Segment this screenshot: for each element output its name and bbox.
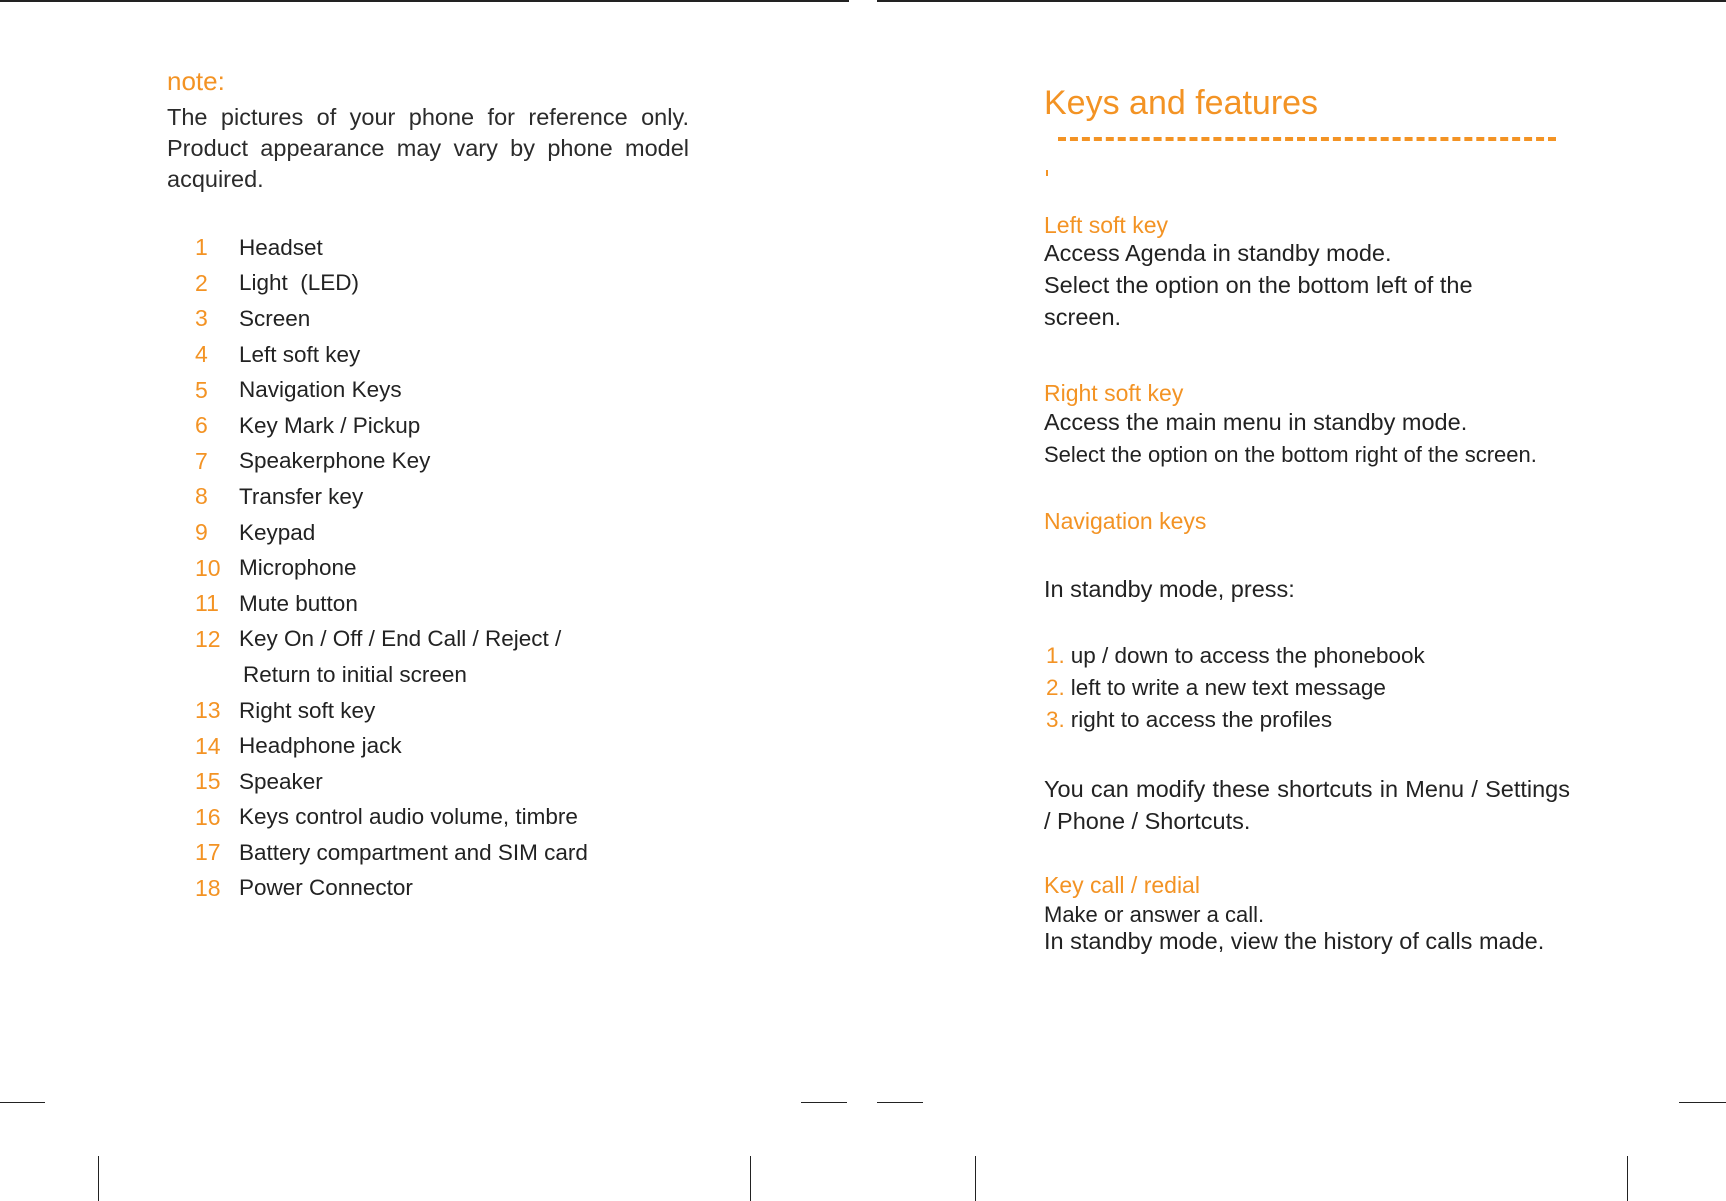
list-item bbox=[195, 230, 715, 266]
item-number: 17 bbox=[195, 839, 221, 866]
list-item bbox=[195, 372, 715, 408]
decorative-tick bbox=[1046, 170, 1048, 176]
left-soft-key-heading: Left soft key bbox=[1044, 212, 1169, 238]
item-number: 9 bbox=[195, 519, 208, 546]
navigation-keys-intro: In standby mode, press: bbox=[1044, 576, 1295, 602]
item-label: Power Connector bbox=[239, 875, 413, 901]
left-soft-key-line2: Select the option on the bottom left of the screen. bbox=[1044, 272, 1473, 330]
crop-mark bbox=[1627, 1156, 1628, 1201]
right-soft-key-heading: Right soft key bbox=[1044, 380, 1184, 406]
list-item bbox=[195, 871, 715, 907]
left-soft-key-line1: Access Agenda in standby mode. bbox=[1044, 240, 1392, 266]
note-body: The pictures of your phone for reference only. Product appearance may vary by phone model acquired. bbox=[167, 104, 689, 192]
item-label: left to write a new text message bbox=[1070, 675, 1386, 700]
key-call-heading: Key call / redial bbox=[1044, 872, 1200, 898]
list-item bbox=[195, 800, 715, 836]
list-item bbox=[195, 550, 715, 586]
item-label: Keypad bbox=[239, 519, 316, 545]
crop-mark bbox=[877, 1102, 923, 1103]
item-label: Right soft key bbox=[239, 697, 376, 723]
item-number: 18 bbox=[195, 874, 221, 901]
list-item bbox=[195, 835, 715, 871]
item-label: Transfer key bbox=[239, 483, 364, 509]
item-label: Screen bbox=[239, 305, 311, 331]
item-number: 1 bbox=[195, 234, 208, 261]
item-number: 14 bbox=[195, 732, 221, 759]
navigation-keys-heading: Navigation keys bbox=[1044, 508, 1207, 534]
item-number: 2 bbox=[195, 269, 208, 296]
list-item bbox=[195, 266, 715, 302]
list-item bbox=[1046, 704, 1425, 736]
item-number: 7 bbox=[195, 447, 208, 474]
item-label: Headset bbox=[239, 234, 323, 260]
item-number: 13 bbox=[195, 697, 221, 724]
item-number: 12 bbox=[195, 625, 221, 652]
crop-mark bbox=[1679, 1102, 1726, 1103]
right-soft-key-line2: Select the option on the bottom right of the screen. bbox=[1044, 442, 1537, 467]
item-label: Speaker bbox=[239, 768, 323, 794]
note-label: note: bbox=[167, 66, 225, 96]
item-number: 4 bbox=[195, 341, 208, 368]
crop-mark bbox=[0, 1102, 45, 1103]
list-item bbox=[195, 408, 715, 444]
list-item bbox=[1046, 672, 1425, 704]
item-number: 5 bbox=[195, 376, 208, 403]
list-item-continuation bbox=[195, 657, 715, 693]
item-number: 8 bbox=[195, 483, 208, 510]
list-item bbox=[195, 693, 715, 729]
top-rule-left bbox=[0, 0, 849, 2]
item-label: Return to initial screen bbox=[243, 661, 467, 687]
item-label: Battery compartment and SIM card bbox=[239, 839, 588, 865]
item-label: Left soft key bbox=[239, 341, 361, 367]
page-title: Keys and features bbox=[1044, 84, 1319, 122]
crop-mark bbox=[801, 1102, 847, 1103]
parts-list bbox=[195, 230, 715, 906]
top-rule-right bbox=[877, 0, 1726, 2]
title-dashed-rule bbox=[1058, 137, 1556, 141]
item-label: Speakerphone Key bbox=[239, 448, 431, 474]
list-item bbox=[195, 622, 715, 658]
list-item bbox=[195, 301, 715, 337]
list-item bbox=[195, 515, 715, 551]
list-item bbox=[195, 444, 715, 480]
item-label: Mute button bbox=[239, 590, 358, 616]
list-item bbox=[195, 586, 715, 622]
item-label: right to access the profiles bbox=[1070, 707, 1333, 732]
list-item bbox=[195, 764, 715, 800]
crop-mark bbox=[750, 1156, 751, 1201]
right-soft-key-line1: Access the main menu in standby mode. bbox=[1044, 409, 1468, 435]
item-number: 3 bbox=[195, 305, 208, 332]
item-label: Keys control audio volume, timbre bbox=[239, 804, 578, 830]
crop-mark bbox=[98, 1156, 99, 1201]
item-number: 3. bbox=[1046, 707, 1065, 732]
item-number: 11 bbox=[195, 590, 219, 617]
item-label: Microphone bbox=[239, 555, 357, 581]
list-item bbox=[195, 337, 715, 373]
item-number: 10 bbox=[195, 554, 221, 581]
shortcuts-note: You can modify these shortcuts in Menu / Settings / Phone / Shortcuts. bbox=[1044, 776, 1570, 834]
item-label: Light (LED) bbox=[239, 270, 360, 296]
list-item bbox=[195, 479, 715, 515]
navigation-shortcuts-list bbox=[1046, 640, 1425, 736]
item-label: Headphone jack bbox=[239, 733, 402, 759]
item-label: Navigation Keys bbox=[239, 377, 402, 403]
item-label: Key Mark / Pickup bbox=[239, 412, 421, 438]
item-number: 16 bbox=[195, 803, 221, 830]
item-label: up / down to access the phonebook bbox=[1070, 643, 1425, 668]
crop-mark bbox=[975, 1156, 976, 1201]
item-number: 2. bbox=[1046, 675, 1065, 700]
item-number: 15 bbox=[195, 768, 221, 795]
list-item bbox=[1046, 640, 1425, 672]
item-number: 1. bbox=[1046, 643, 1065, 668]
item-label: Key On / Off / End Call / Reject / bbox=[239, 626, 562, 652]
item-number: 6 bbox=[195, 412, 208, 439]
key-call-line1: Make or answer a call. bbox=[1044, 902, 1265, 927]
list-item bbox=[195, 728, 715, 764]
key-call-line2: In standby mode, view the history of calls made. bbox=[1044, 928, 1545, 954]
